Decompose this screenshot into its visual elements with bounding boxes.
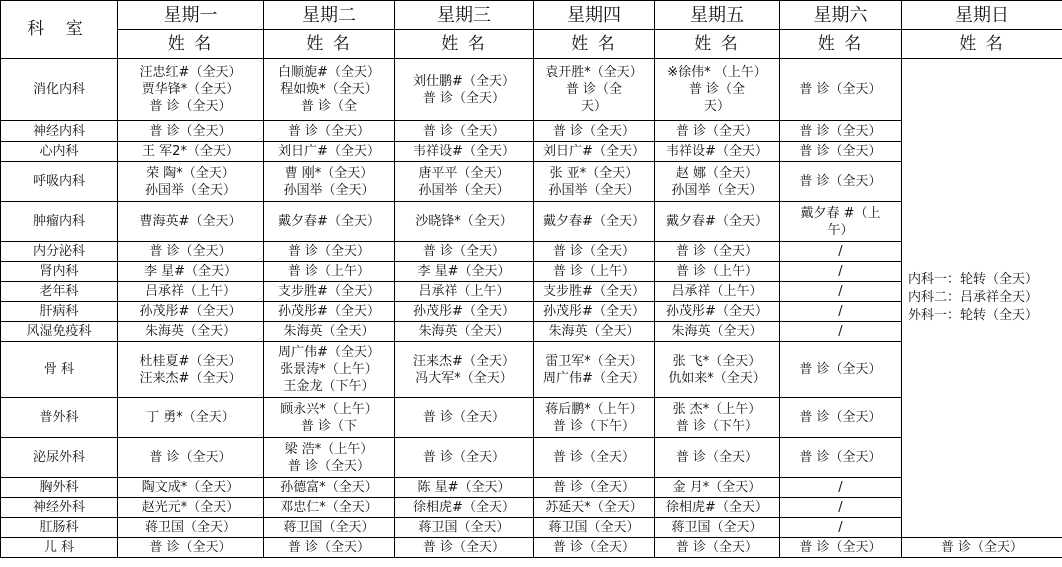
doctor-entry: 朱海英（全天） [418, 324, 510, 339]
doctor-entry: 孙国举（全天） [548, 182, 640, 198]
schedule-cell [395, 518, 534, 538]
doctor-entry: 普 诊（全天） [149, 99, 232, 114]
doctor-entry: 普 诊（全天） [799, 174, 882, 189]
doctor-entry: 赵 娜（全天） [675, 165, 759, 181]
doctor-entry: 孙德富*（全天） [280, 480, 378, 495]
schedule-cell [780, 438, 902, 478]
schedule-cell [655, 498, 780, 518]
schedule-cell [264, 202, 395, 242]
name-header-mon: 姓 名 [118, 30, 264, 59]
doctor-entry: / [838, 304, 843, 319]
schedule-cell [264, 121, 395, 142]
day-header-thu: 星期四 [534, 1, 655, 30]
schedule-cell [655, 342, 780, 398]
doctor-entry: 普 诊（全天） [422, 244, 506, 259]
doctor-entry: 金 月*（全天） [672, 480, 762, 495]
schedule-cell [780, 282, 902, 302]
doctor-entry: 梁 浩*（上午） [284, 441, 374, 457]
schedule-cell [655, 121, 780, 142]
doctor-entry: 王金龙（下午） [283, 379, 375, 394]
doctor-entry: 周广伟#（全天） [278, 345, 380, 360]
doctor-entry: 唐平平（全天） [418, 165, 510, 181]
schedule-cell [655, 282, 780, 302]
schedule-cell [655, 202, 780, 242]
schedule-cell [655, 478, 780, 498]
schedule-cell [655, 302, 780, 322]
table-row [1, 59, 1062, 121]
doctor-entry: 普 诊（全天） [287, 123, 371, 139]
schedule-cell [264, 262, 395, 282]
doctor-entry: 王 军2*（全天） [142, 144, 239, 159]
schedule-cell: 普 诊（全天） [780, 538, 902, 558]
doctor-entry: 蒋卫国（全天） [548, 520, 640, 535]
schedule-cell [534, 478, 655, 498]
doctor-entry: 普 诊（全天） [675, 450, 759, 465]
schedule-cell [395, 121, 534, 142]
sunday-rotation-entry: 内科一：轮转（全天） [908, 272, 1039, 287]
doctor-entry: 朱海英（全天） [548, 324, 640, 339]
doctor-entry: 普 诊（全天） [675, 244, 759, 259]
schedule-cell [395, 142, 534, 162]
doctor-entry: 普 诊（上午） [552, 264, 636, 279]
doctor-entry: 普 诊（全天） [422, 450, 506, 465]
schedule-cell: 普 诊（全天） [118, 538, 264, 558]
doctor-entry: 蒋卫国（全天） [418, 520, 510, 535]
schedule-cell [655, 262, 780, 282]
schedule-cell [780, 322, 902, 342]
schedule-cell [264, 302, 395, 322]
day-header-mon: 星期一 [118, 1, 264, 30]
schedule-cell [395, 242, 534, 262]
doctor-entry: 蒋卫国（全天） [283, 520, 375, 535]
dept-name: 肾内科 [1, 262, 118, 282]
doctor-entry: 孙茂彤#（全天） [413, 304, 515, 319]
doctor-entry: / [838, 480, 843, 495]
doctor-entry: 陈 星#（全天） [417, 480, 511, 495]
doctor-entry: 赵光元*（全天） [141, 500, 240, 515]
schedule-cell [780, 202, 902, 242]
doctor-entry: 张景涛*（上午） [280, 362, 378, 377]
doctor-entry: 苏延天*（全天） [545, 500, 643, 515]
doctor-entry: 普 诊（下午） [552, 418, 636, 434]
schedule-cell [780, 342, 902, 398]
schedule-cell [118, 121, 264, 142]
dept-name: 风湿免疫科 [1, 322, 118, 342]
doctor-entry: 蒋后鹏*（上午） [545, 401, 643, 417]
schedule-cell [395, 282, 534, 302]
doctor-entry: 孙茂彤#（全天） [543, 304, 645, 319]
schedule-cell [118, 438, 264, 478]
schedule-cell [118, 478, 264, 498]
schedule-cell [118, 262, 264, 282]
schedule-cell [118, 342, 264, 398]
schedule-cell [655, 162, 780, 202]
schedule-cell [780, 498, 902, 518]
doctor-entry: 朱海英（全天） [144, 324, 236, 339]
schedule-cell: 普 诊（全天） [264, 538, 395, 558]
schedule-cell [118, 59, 264, 121]
schedule-cell [118, 142, 264, 162]
doctor-entry: 孙国举（全天） [144, 182, 236, 198]
schedule-cell [395, 342, 534, 398]
dept-name: 肝病科 [1, 302, 118, 322]
doctor-entry: / [838, 284, 843, 299]
schedule-cell [534, 518, 655, 538]
schedule-cell [780, 518, 902, 538]
schedule-cell: 普 诊（全天） [395, 538, 534, 558]
day-header-wed: 星期三 [395, 1, 534, 30]
doctor-entry: 仇如来*（全天） [668, 370, 766, 386]
doctor-entry: 普 诊（全天） [552, 123, 636, 139]
doctor-entry: 刘仕鹏#（全天） [413, 73, 515, 89]
schedule-cell [655, 398, 780, 438]
schedule-cell [780, 302, 902, 322]
schedule-cell [264, 518, 395, 538]
schedule-cell [395, 498, 534, 518]
schedule-cell [534, 398, 655, 438]
schedule-cell [534, 142, 655, 162]
schedule-cell [118, 322, 264, 342]
schedule-cell [264, 242, 395, 262]
doctor-entry: 沙晓锋*（全天） [415, 214, 513, 229]
schedule-cell [534, 438, 655, 478]
doctor-entry: 普 诊（全天） [422, 90, 506, 106]
doctor-entry: 徐相虎#（全天） [413, 500, 515, 515]
schedule-cell [534, 302, 655, 322]
doctor-entry: 普 诊（上午） [287, 264, 371, 279]
schedule-cell [264, 478, 395, 498]
schedule-cell [395, 202, 534, 242]
doctor-entry: 普 诊（全天） [799, 362, 882, 377]
doctor-entry: 汪来杰#（全天） [139, 370, 242, 386]
dept-name: 呼吸内科 [1, 162, 118, 202]
schedule-cell [264, 342, 395, 398]
doctor-entry: 孙国举（全天） [283, 182, 375, 198]
schedule-cell [780, 262, 902, 282]
schedule-cell [534, 262, 655, 282]
sunday-rotation-entry: 内科二：吕承祥全天） [908, 290, 1039, 305]
doctor-entry: 孙国举（全天） [671, 182, 763, 198]
schedule-cell [395, 322, 534, 342]
doctor-entry: 丁 勇*（全天） [146, 410, 235, 425]
schedule-cell [264, 322, 395, 342]
doctor-entry: 朱海英（全天） [283, 324, 375, 339]
doctor-entry: 蒋卫国（全天） [144, 520, 236, 535]
dept-name: 骨 科 [1, 342, 118, 398]
schedule-cell [264, 142, 395, 162]
schedule-cell [118, 202, 264, 242]
schedule-cell [395, 438, 534, 478]
doctor-entry: 张 亚*（全天） [549, 165, 639, 181]
doctor-entry: / [838, 500, 843, 515]
dept-name: 肿瘤内科 [1, 202, 118, 242]
doctor-entry: 徐相虎#（全天） [666, 500, 768, 515]
schedule-cell [118, 498, 264, 518]
day-header-sun: 星期日 [902, 1, 1062, 30]
doctor-entry: 曹 刚*（全天） [284, 165, 374, 181]
dept-name: 神经外科 [1, 498, 118, 518]
sunday-rotation-entry: 外科一：轮转（全天） [908, 308, 1039, 323]
schedule-cell [395, 302, 534, 322]
header-row-names [1, 30, 1062, 59]
dept-name: 心内科 [1, 142, 118, 162]
doctor-entry: 普 诊（全天） [675, 123, 759, 139]
name-header-tue: 姓 名 [264, 30, 395, 59]
schedule-cell [395, 478, 534, 498]
doctor-entry: 普 诊（全天） [799, 144, 882, 159]
doctor-entry: 孙茂彤#（全天） [139, 304, 242, 319]
schedule-cell [264, 282, 395, 302]
dept-name: 普外科 [1, 398, 118, 438]
schedule-cell [780, 121, 902, 142]
schedule-cell: 普 诊（全天） [534, 538, 655, 558]
doctor-entry: 周广伟#（全天） [543, 370, 645, 386]
doctor-entry: 孙国举（全天） [418, 182, 510, 198]
doctor-entry: / [838, 264, 843, 279]
schedule-cell [534, 242, 655, 262]
schedule-cell [655, 242, 780, 262]
name-header-thu: 姓 名 [534, 30, 655, 59]
table-row [1, 538, 1062, 558]
schedule-cell [655, 518, 780, 538]
schedule-cell [395, 262, 534, 282]
schedule-cell [655, 438, 780, 478]
doctor-entry: 普 诊（全天） [799, 82, 882, 97]
schedule-cell: 普 诊（全天） [655, 538, 780, 558]
doctor-entry: 普 诊（全天） [149, 123, 232, 139]
dept-name: 胸外科 [1, 478, 118, 498]
schedule-cell [264, 438, 395, 478]
doctor-entry: 杜桂夏#（全天） [139, 353, 242, 369]
name-header-fri: 姓 名 [655, 30, 780, 59]
doctor-entry: 普 诊（下午） [675, 418, 759, 434]
doctor-entry: 普 诊（全天） [422, 123, 506, 139]
doctor-entry: 李 星#（全天） [143, 264, 238, 279]
doctor-entry: 普 诊（全天） [422, 410, 506, 425]
doctor-entry: 刘日广#（全天） [278, 144, 380, 159]
doctor-entry: 普 诊（全天） [287, 244, 371, 259]
doctor-entry: 雷卫军*（全天） [545, 353, 643, 369]
doctor-entry: 支步胜#（全天） [543, 284, 645, 299]
schedule-cell [780, 162, 902, 202]
doctor-entry: 普 诊（上午） [675, 264, 759, 279]
doctor-entry: 韦祥设#（全天） [413, 144, 515, 159]
doctor-entry: 贾华锋*（全天） [141, 82, 240, 97]
doctor-entry: 普 诊（全天） [552, 450, 636, 465]
sunday-merged-cell [902, 59, 1062, 538]
doctor-entry: 顾永兴*（上午） [280, 401, 378, 417]
schedule-cell [780, 478, 902, 498]
doctor-entry: 天） [580, 99, 607, 114]
schedule-cell [118, 162, 264, 202]
dept-name: 肛肠科 [1, 518, 118, 538]
schedule-cell [655, 59, 780, 121]
schedule-cell [534, 121, 655, 142]
doctor-entry: 孙茂彤#（全天） [666, 304, 768, 319]
name-header-wed: 姓 名 [395, 30, 534, 59]
dept-name: 消化内科 [1, 59, 118, 121]
doctor-entry: 李 星#（全天） [417, 264, 511, 279]
dept-name: 泌尿外科 [1, 438, 118, 478]
schedule-cell [780, 59, 902, 121]
name-header-sat: 姓 名 [780, 30, 902, 59]
doctor-entry: 吕承祥（上午） [671, 284, 763, 299]
schedule-cell [264, 398, 395, 438]
doctor-entry: 汪忠红#（全天） [139, 65, 242, 80]
schedule-cell [118, 242, 264, 262]
doctor-entry: 普 诊（全天） [149, 244, 232, 259]
schedule-cell [780, 142, 902, 162]
doctor-entry: 戴夕春#（全天） [543, 214, 645, 229]
header-row-days [1, 1, 1062, 30]
doctor-entry: 荣 陶*（全天） [146, 165, 235, 181]
doctor-entry: 午） [827, 222, 854, 238]
doctor-entry: 普 诊（全天） [799, 123, 882, 139]
doctor-entry: 汪来杰#（全天） [413, 353, 515, 369]
schedule-cell [780, 398, 902, 438]
doctor-entry: 普 诊（全 [300, 99, 358, 114]
schedule-cell [395, 398, 534, 438]
schedule-cell [534, 498, 655, 518]
doctor-entry: 白顺旎#（全天） [278, 65, 380, 80]
doctor-entry: 普 诊（全天） [149, 450, 232, 465]
name-header-sun: 姓 名 [902, 30, 1062, 59]
dept-name: 内分泌科 [1, 242, 118, 262]
doctor-entry: ※徐伟* （上午） [667, 65, 767, 80]
doctor-entry: 陶文成*（全天） [141, 480, 240, 495]
doctor-entry: 蒋卫国（全天） [671, 520, 763, 535]
schedule-cell [395, 162, 534, 202]
doctor-entry: 戴夕春#（全天） [666, 214, 768, 229]
schedule-cell [264, 498, 395, 518]
doctor-entry: 曹海英#（全天） [139, 214, 242, 229]
schedule-cell [534, 59, 655, 121]
doctor-entry: 普 诊（全 [688, 82, 746, 97]
day-header-sat: 星期六 [780, 1, 902, 30]
doctor-entry: 袁开胜*（全天） [545, 65, 643, 80]
schedule-cell: 普 诊（全天） [902, 538, 1062, 558]
doctor-entry: 程如焕*（全天） [280, 82, 378, 97]
doctor-entry: 普 诊（全天） [552, 244, 636, 259]
doctor-entry: 普 诊（全天） [799, 450, 882, 465]
doctor-entry: 普 诊（全天） [287, 458, 371, 474]
doctor-entry: 朱海英（全天） [671, 324, 763, 339]
doctor-entry: 普 诊（下 [300, 418, 358, 434]
doctor-entry: / [838, 520, 843, 535]
doctor-entry: 邓忠仁*（全天） [280, 500, 378, 515]
day-header-tue: 星期二 [264, 1, 395, 30]
schedule-cell [118, 282, 264, 302]
doctor-entry: 张 飞*（全天） [672, 353, 762, 369]
doctor-entry: 普 诊（全天） [799, 410, 882, 425]
doctor-entry: 支步胜#（全天） [278, 284, 380, 299]
doctor-entry: / [838, 324, 843, 339]
doctor-entry: 吕承祥（上午） [418, 284, 510, 299]
doctor-entry: 张 杰*（上午） [672, 401, 762, 417]
schedule-cell [780, 242, 902, 262]
schedule-cell [118, 302, 264, 322]
doctor-entry: 刘日广#（全天） [543, 144, 645, 159]
dept-name: 老年科 [1, 282, 118, 302]
doctor-entry: 天） [703, 99, 730, 114]
schedule-cell [534, 202, 655, 242]
schedule-cell [118, 518, 264, 538]
schedule-cell [655, 322, 780, 342]
doctor-entry: / [838, 244, 843, 259]
doctor-entry: 冯大军*（全天） [415, 370, 513, 386]
doctor-entry: 戴夕春 #（上 [800, 205, 881, 221]
doctor-entry: 吕承祥（上午） [144, 284, 236, 299]
day-header-fri: 星期五 [655, 1, 780, 30]
schedule-cell [264, 59, 395, 121]
schedule-cell [655, 142, 780, 162]
dept-name: 神经内科 [1, 121, 118, 142]
dept-name: 儿 科 [1, 538, 118, 558]
doctor-entry: 普 诊（全 [565, 82, 623, 97]
doctor-entry: 戴夕春#（全天） [278, 214, 380, 229]
doctor-entry: 韦祥设#（全天） [666, 144, 768, 159]
schedule-cell [534, 342, 655, 398]
schedule-cell [534, 282, 655, 302]
dept-column-header: 科 室 [1, 1, 118, 59]
schedule-cell [118, 398, 264, 438]
schedule-cell [534, 322, 655, 342]
doctor-entry: 孙茂彤#（全天） [278, 304, 380, 319]
schedule-cell [534, 162, 655, 202]
doctor-entry: 普 诊（全天） [552, 480, 636, 495]
schedule-cell [264, 162, 395, 202]
schedule-cell [395, 59, 534, 121]
